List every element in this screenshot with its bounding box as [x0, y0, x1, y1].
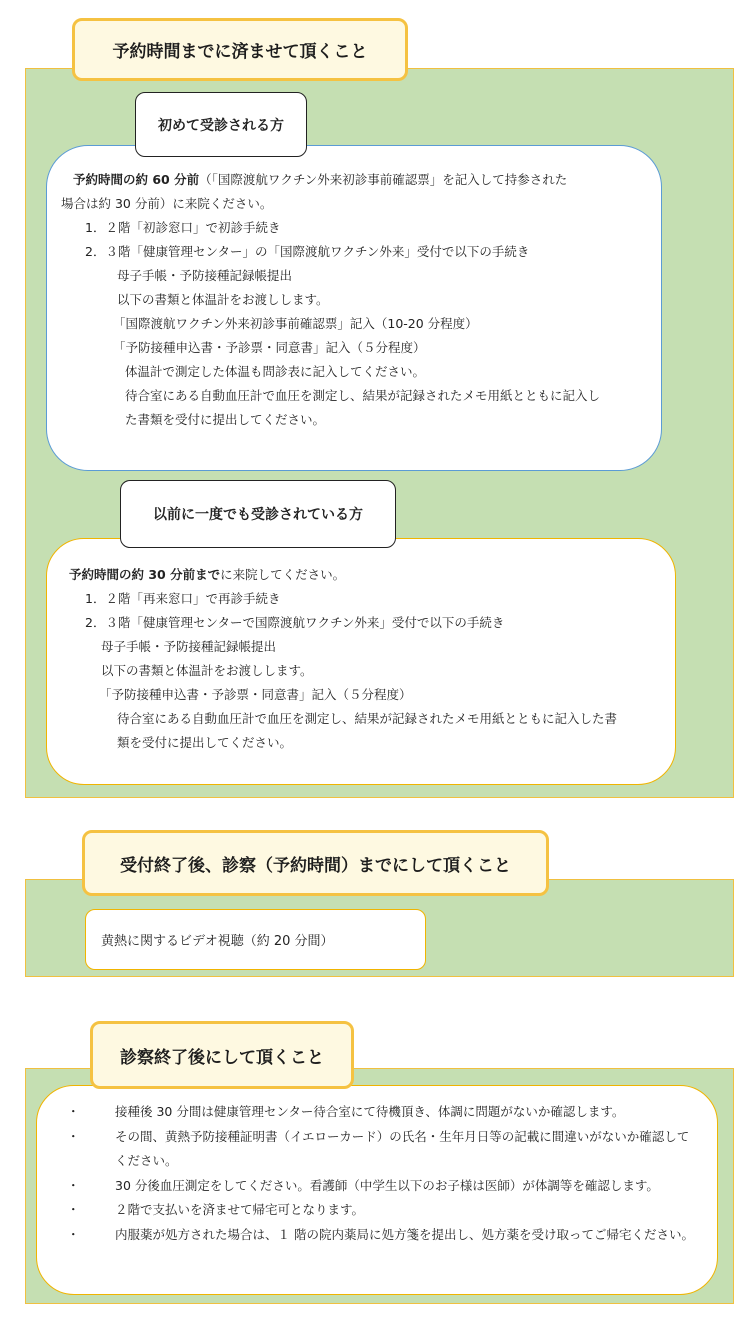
returning-visit-box — [46, 538, 676, 785]
returning-visit-step: 1．２階「再来窓口」で再診手続き — [85, 591, 281, 606]
first-visit-step: 2．３階「健康管理センター」の「国際渡航ワクチン外来」受付で以下の手続き — [85, 244, 530, 259]
video-viewing-text: 黄熱に関するビデオ視聴（約 20 分間） — [101, 934, 334, 949]
returning-visit-intro-bold: 予約時間の約 30 分前まで — [69, 567, 221, 582]
first-visit-box — [46, 145, 662, 471]
first-visit-intro-rest: （「国際渡航ワクチン外来初診事前確認票」を記入して持参された — [199, 172, 568, 187]
first-visit-step: 体温計で測定した体温も問診表に記入してください。 — [125, 364, 426, 379]
section3-box — [36, 1085, 718, 1295]
section2-item — [85, 909, 426, 970]
first-visit-step: 待合室にある自動血圧計で血圧を測定し、結果が記録されたメモ用紙とともに記入し — [125, 388, 601, 403]
returning-visit-step: 以下の書類と体温計をお渡しします。 — [101, 663, 313, 678]
first-visit-intro-bold: 予約時間の約 60 分前 — [73, 172, 200, 187]
first-visit-intro — [73, 168, 635, 192]
first-visit-step: 以下の書類と体温計をお渡しします。 — [117, 292, 329, 307]
first-visit-intro-line2: 場合は約 30 分前）に来院ください。 — [61, 196, 273, 211]
returning-visit-step: 類を受付に提出してください。 — [117, 735, 293, 750]
first-visit-label: 初めて受診される方 — [135, 92, 307, 157]
section2-title: 受付終了後、診察（予約時間）までにして頂くこと — [82, 830, 549, 896]
after-exam-item: ・ 30 分後血圧測定をしてください。看護師（中学生以下のお子様は医師）が体調等を確認します。 — [67, 1174, 697, 1199]
section3-title: 診察終了後にして頂くこと — [90, 1021, 354, 1089]
after-exam-item: ・ ２階で支払いを済ませて帰宅可となります。 — [67, 1198, 697, 1223]
first-visit-step: 「予防接種申込書・予診票・同意書」記入（５分程度） — [113, 340, 426, 355]
returning-visit-intro-rest: に来院してください。 — [220, 567, 346, 582]
returning-visit-step: 2．３階「健康管理センターで国際渡航ワクチン外来」受付で以下の手続き — [85, 615, 505, 630]
first-visit-step: た書類を受付に提出してください。 — [125, 412, 326, 427]
after-exam-item: ・ 内服薬が処方された場合は、１ 階の院内薬局に処方箋を提出し、処方薬を受け取ってご帰宅ください。 — [67, 1223, 697, 1248]
section1-title: 予約時間までに済ませて頂くこと — [72, 18, 408, 81]
first-visit-step: 「国際渡航ワクチン外来初診事前確認票」記入（10-20 分程度） — [113, 316, 478, 331]
after-exam-item: ・ 接種後 30 分間は健康管理センター待合室にて待機頂き、体調に問題がないか確認します。 — [67, 1100, 697, 1125]
returning-visit-step: 母子手帳・予防接種記録帳提出 — [101, 639, 277, 654]
returning-visit-intro — [69, 563, 649, 587]
after-exam-list — [67, 1100, 697, 1247]
first-visit-step: 母子手帳・予防接種記録帳提出 — [117, 268, 293, 283]
first-visit-step: 1．２階「初診窓口」で初診手続き — [85, 220, 281, 235]
returning-visit-step: 待合室にある自動血圧計で血圧を測定し、結果が記録されたメモ用紙とともに記入した書 — [117, 711, 618, 726]
returning-visit-label: 以前に一度でも受診されている方 — [120, 480, 396, 548]
after-exam-item: ・ その間、黄熱予防接種証明書（イエローカード）の氏名・生年月日等の記載に間違いがないか確認してください。 — [67, 1125, 697, 1174]
returning-visit-step: 「予防接種申込書・予診票・同意書」記入（５分程度） — [99, 687, 412, 702]
